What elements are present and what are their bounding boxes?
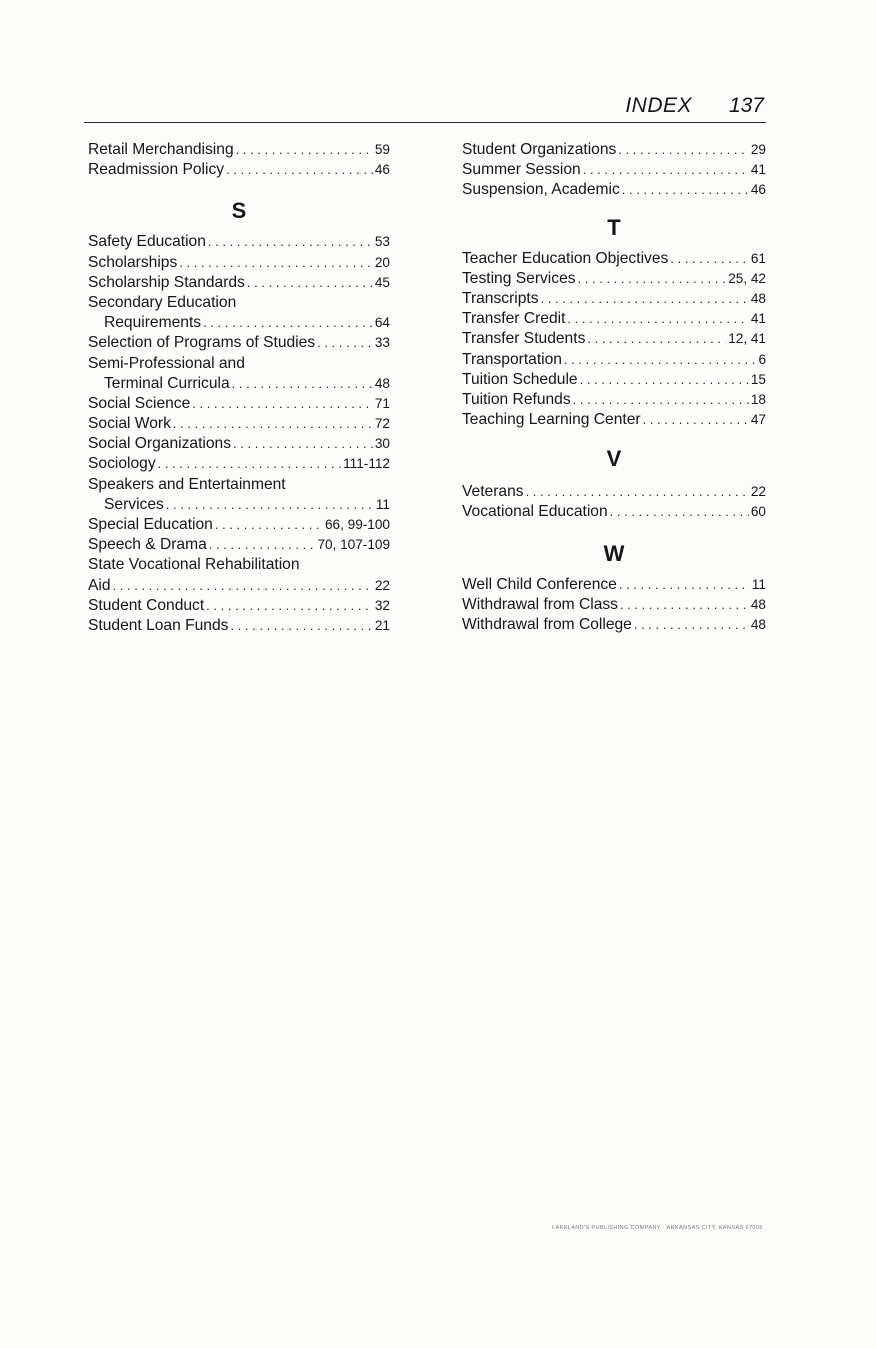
- dot-leader: [203, 313, 373, 333]
- entry-page: 72: [374, 416, 390, 432]
- index-entry: [462, 390, 766, 410]
- index-entry: [88, 160, 390, 180]
- entry-page: 47: [750, 412, 766, 428]
- dot-leader: [619, 575, 750, 595]
- dot-leader: [215, 515, 323, 535]
- dot-leader: [610, 502, 749, 522]
- entry-title: Transfer Credit: [462, 310, 566, 328]
- entry-page: 15: [750, 371, 766, 387]
- entry-page: 70, 107-109: [317, 537, 390, 553]
- entry-title: Well Child Conference: [462, 575, 617, 593]
- dot-leader: [567, 309, 748, 329]
- entry-page: 48: [750, 290, 766, 306]
- entry-page: 6: [758, 351, 766, 367]
- entry-page: 71: [374, 395, 390, 411]
- entry-title: Aid: [88, 576, 111, 594]
- entry-page: 25, 42: [728, 270, 766, 286]
- section-letter: S: [231, 198, 247, 224]
- entry-title: Scholarship Standards: [88, 273, 245, 291]
- entry-title: Veterans: [462, 483, 524, 501]
- dot-leader: [206, 596, 373, 616]
- entry-title: Teacher Education Objectives: [462, 249, 669, 267]
- entry-title: Retail Merchandising: [88, 141, 234, 158]
- index-entry: [462, 370, 766, 390]
- dot-leader: [230, 616, 372, 636]
- dot-leader: [236, 140, 373, 160]
- dot-leader: [192, 394, 373, 414]
- index-entry: [88, 454, 390, 474]
- dot-leader: [573, 390, 749, 410]
- entry-page: 46: [750, 182, 766, 198]
- index-entry: [88, 596, 390, 616]
- dot-leader: [622, 180, 749, 200]
- entry-title: Readmission Policy: [88, 161, 225, 179]
- entry-page: 22: [374, 577, 390, 593]
- entry-page: 11: [751, 576, 766, 592]
- entry-title: Scholarships: [88, 253, 178, 271]
- entry-title: Transfer Students: [462, 330, 586, 348]
- section-letter: W: [603, 540, 625, 566]
- entry-title: Tuition Schedule: [462, 370, 578, 388]
- entry-title: Vocational Education: [462, 503, 608, 521]
- index-entry: [88, 515, 390, 535]
- entry-page: 53: [374, 234, 390, 250]
- entry-title: Testing Services: [462, 269, 576, 287]
- index-entry: [88, 535, 390, 555]
- entry-page: 20: [374, 254, 390, 270]
- dot-leader: [173, 414, 373, 434]
- dot-leader: [564, 350, 756, 370]
- index-entry: [462, 410, 766, 430]
- section-letter: T: [607, 214, 621, 240]
- dot-leader: [634, 615, 749, 635]
- dot-leader: [233, 434, 373, 454]
- dot-leader: [209, 535, 316, 555]
- index-entry: [462, 329, 766, 349]
- dot-leader: [208, 232, 373, 252]
- index-entry: [88, 394, 390, 414]
- dot-leader: [580, 370, 749, 390]
- entry-title: Student Conduct: [88, 596, 205, 614]
- dot-leader: [620, 595, 749, 615]
- index-entry-heading: Secondary Education: [88, 293, 237, 311]
- entry-title: Suspension, Academic: [462, 181, 620, 199]
- entry-page: 48: [750, 596, 766, 612]
- dot-leader: [670, 249, 749, 269]
- index-entry: [88, 374, 390, 394]
- index-entry: [88, 616, 390, 636]
- index-entry: [88, 333, 390, 353]
- index-entry: [88, 232, 390, 252]
- entry-page: 48: [750, 617, 766, 632]
- entry-page: 59: [374, 142, 390, 157]
- index-column-right: [462, 140, 766, 635]
- index-entry: [462, 615, 766, 635]
- entry-title: Teaching Learning Center: [462, 411, 641, 429]
- entry-page: 33: [374, 335, 390, 351]
- page-header: [84, 90, 766, 123]
- entry-title: Social Work: [88, 415, 171, 433]
- publisher-footer: LAKELAND'S PUBLISHING COMPANY · ARKANSAS CITY, KANSAS 67005: [552, 1225, 763, 1231]
- index-entry-heading: Semi-Professional and: [88, 354, 245, 372]
- index-entry: [88, 414, 390, 434]
- index-entry: [88, 273, 390, 293]
- index-entry: [88, 495, 390, 515]
- index-entry: [462, 482, 766, 502]
- dot-leader: [166, 495, 374, 515]
- index-entry: [88, 434, 390, 454]
- dot-leader: [179, 253, 373, 273]
- entry-page: 30: [374, 436, 390, 452]
- entry-title: Social Science: [88, 394, 191, 412]
- entry-title: Transcripts: [462, 289, 539, 307]
- index-entry: [462, 160, 766, 180]
- index-entry: [462, 289, 766, 309]
- entry-page: 46: [374, 162, 390, 178]
- entry-title: Social Organizations: [88, 435, 232, 453]
- entry-page: 12, 41: [728, 331, 766, 347]
- dot-leader: [587, 329, 726, 349]
- index-entry: [88, 576, 390, 596]
- index-entry: [462, 140, 766, 160]
- entry-title: Tuition Refunds: [462, 390, 571, 408]
- entry-title: Special Education: [88, 516, 213, 533]
- entry-page: 66, 99-100: [324, 517, 390, 532]
- entry-page: 22: [750, 484, 766, 500]
- entry-title: Withdrawal from Class: [462, 595, 618, 613]
- entry-title: Transportation: [462, 350, 562, 368]
- dot-leader: [226, 160, 373, 180]
- entry-title: Speech & Drama: [88, 536, 207, 554]
- entry-title: Terminal Curricula: [104, 374, 230, 392]
- index-entry: [462, 575, 766, 595]
- entry-title: Selection of Programs of Studies: [88, 334, 316, 352]
- index-entry: [462, 502, 766, 522]
- index-entry: [462, 249, 766, 269]
- index-entry: [462, 180, 766, 200]
- entry-page: 111-112: [343, 456, 390, 472]
- entry-title: Summer Session: [462, 161, 581, 179]
- dot-leader: [232, 374, 373, 394]
- entry-page: 64: [374, 315, 390, 331]
- entry-page: 32: [374, 597, 390, 613]
- index-entry: [88, 253, 390, 273]
- entry-title: Safety Education: [88, 233, 206, 251]
- entry-page: 41: [750, 311, 766, 327]
- dot-leader: [618, 140, 749, 160]
- index-entry: [462, 269, 766, 289]
- index-entry: [462, 309, 766, 329]
- page-number: 137: [728, 94, 764, 117]
- entry-title: Student Loan Funds: [88, 616, 229, 634]
- dot-leader: [113, 576, 373, 596]
- index-column-left: [88, 140, 390, 636]
- index-entry: [88, 140, 390, 160]
- entry-page: 29: [750, 142, 766, 157]
- entry-page: 21: [374, 617, 390, 633]
- dot-leader: [526, 482, 749, 502]
- entry-title: Sociology: [88, 455, 156, 473]
- dot-leader: [317, 333, 373, 353]
- entry-title: Withdrawal from College: [462, 616, 632, 633]
- entry-title: Services: [104, 495, 164, 513]
- entry-page: 48: [374, 375, 390, 391]
- entry-page: 41: [750, 162, 766, 178]
- dot-leader: [578, 269, 727, 289]
- dot-leader: [643, 410, 749, 430]
- index-entry: [462, 350, 766, 370]
- index-entry-heading: Speakers and Entertainment: [88, 475, 286, 493]
- entry-title: Student Organizations: [462, 141, 617, 158]
- index-entry-heading: State Vocational Rehabilitation: [88, 556, 300, 574]
- dot-leader: [247, 273, 373, 293]
- entry-page: 45: [374, 274, 390, 290]
- index-entry: [88, 313, 390, 333]
- entry-page: 11: [375, 496, 390, 512]
- dot-leader: [541, 289, 749, 309]
- entry-title: Requirements: [104, 314, 202, 332]
- section-letter: V: [606, 446, 622, 472]
- entry-page: 60: [750, 504, 766, 520]
- dot-leader: [583, 160, 749, 180]
- page-title: INDEX: [625, 94, 692, 117]
- index-entry: [462, 595, 766, 615]
- entry-page: 18: [750, 391, 766, 407]
- dot-leader: [158, 454, 342, 474]
- entry-page: 61: [750, 250, 766, 266]
